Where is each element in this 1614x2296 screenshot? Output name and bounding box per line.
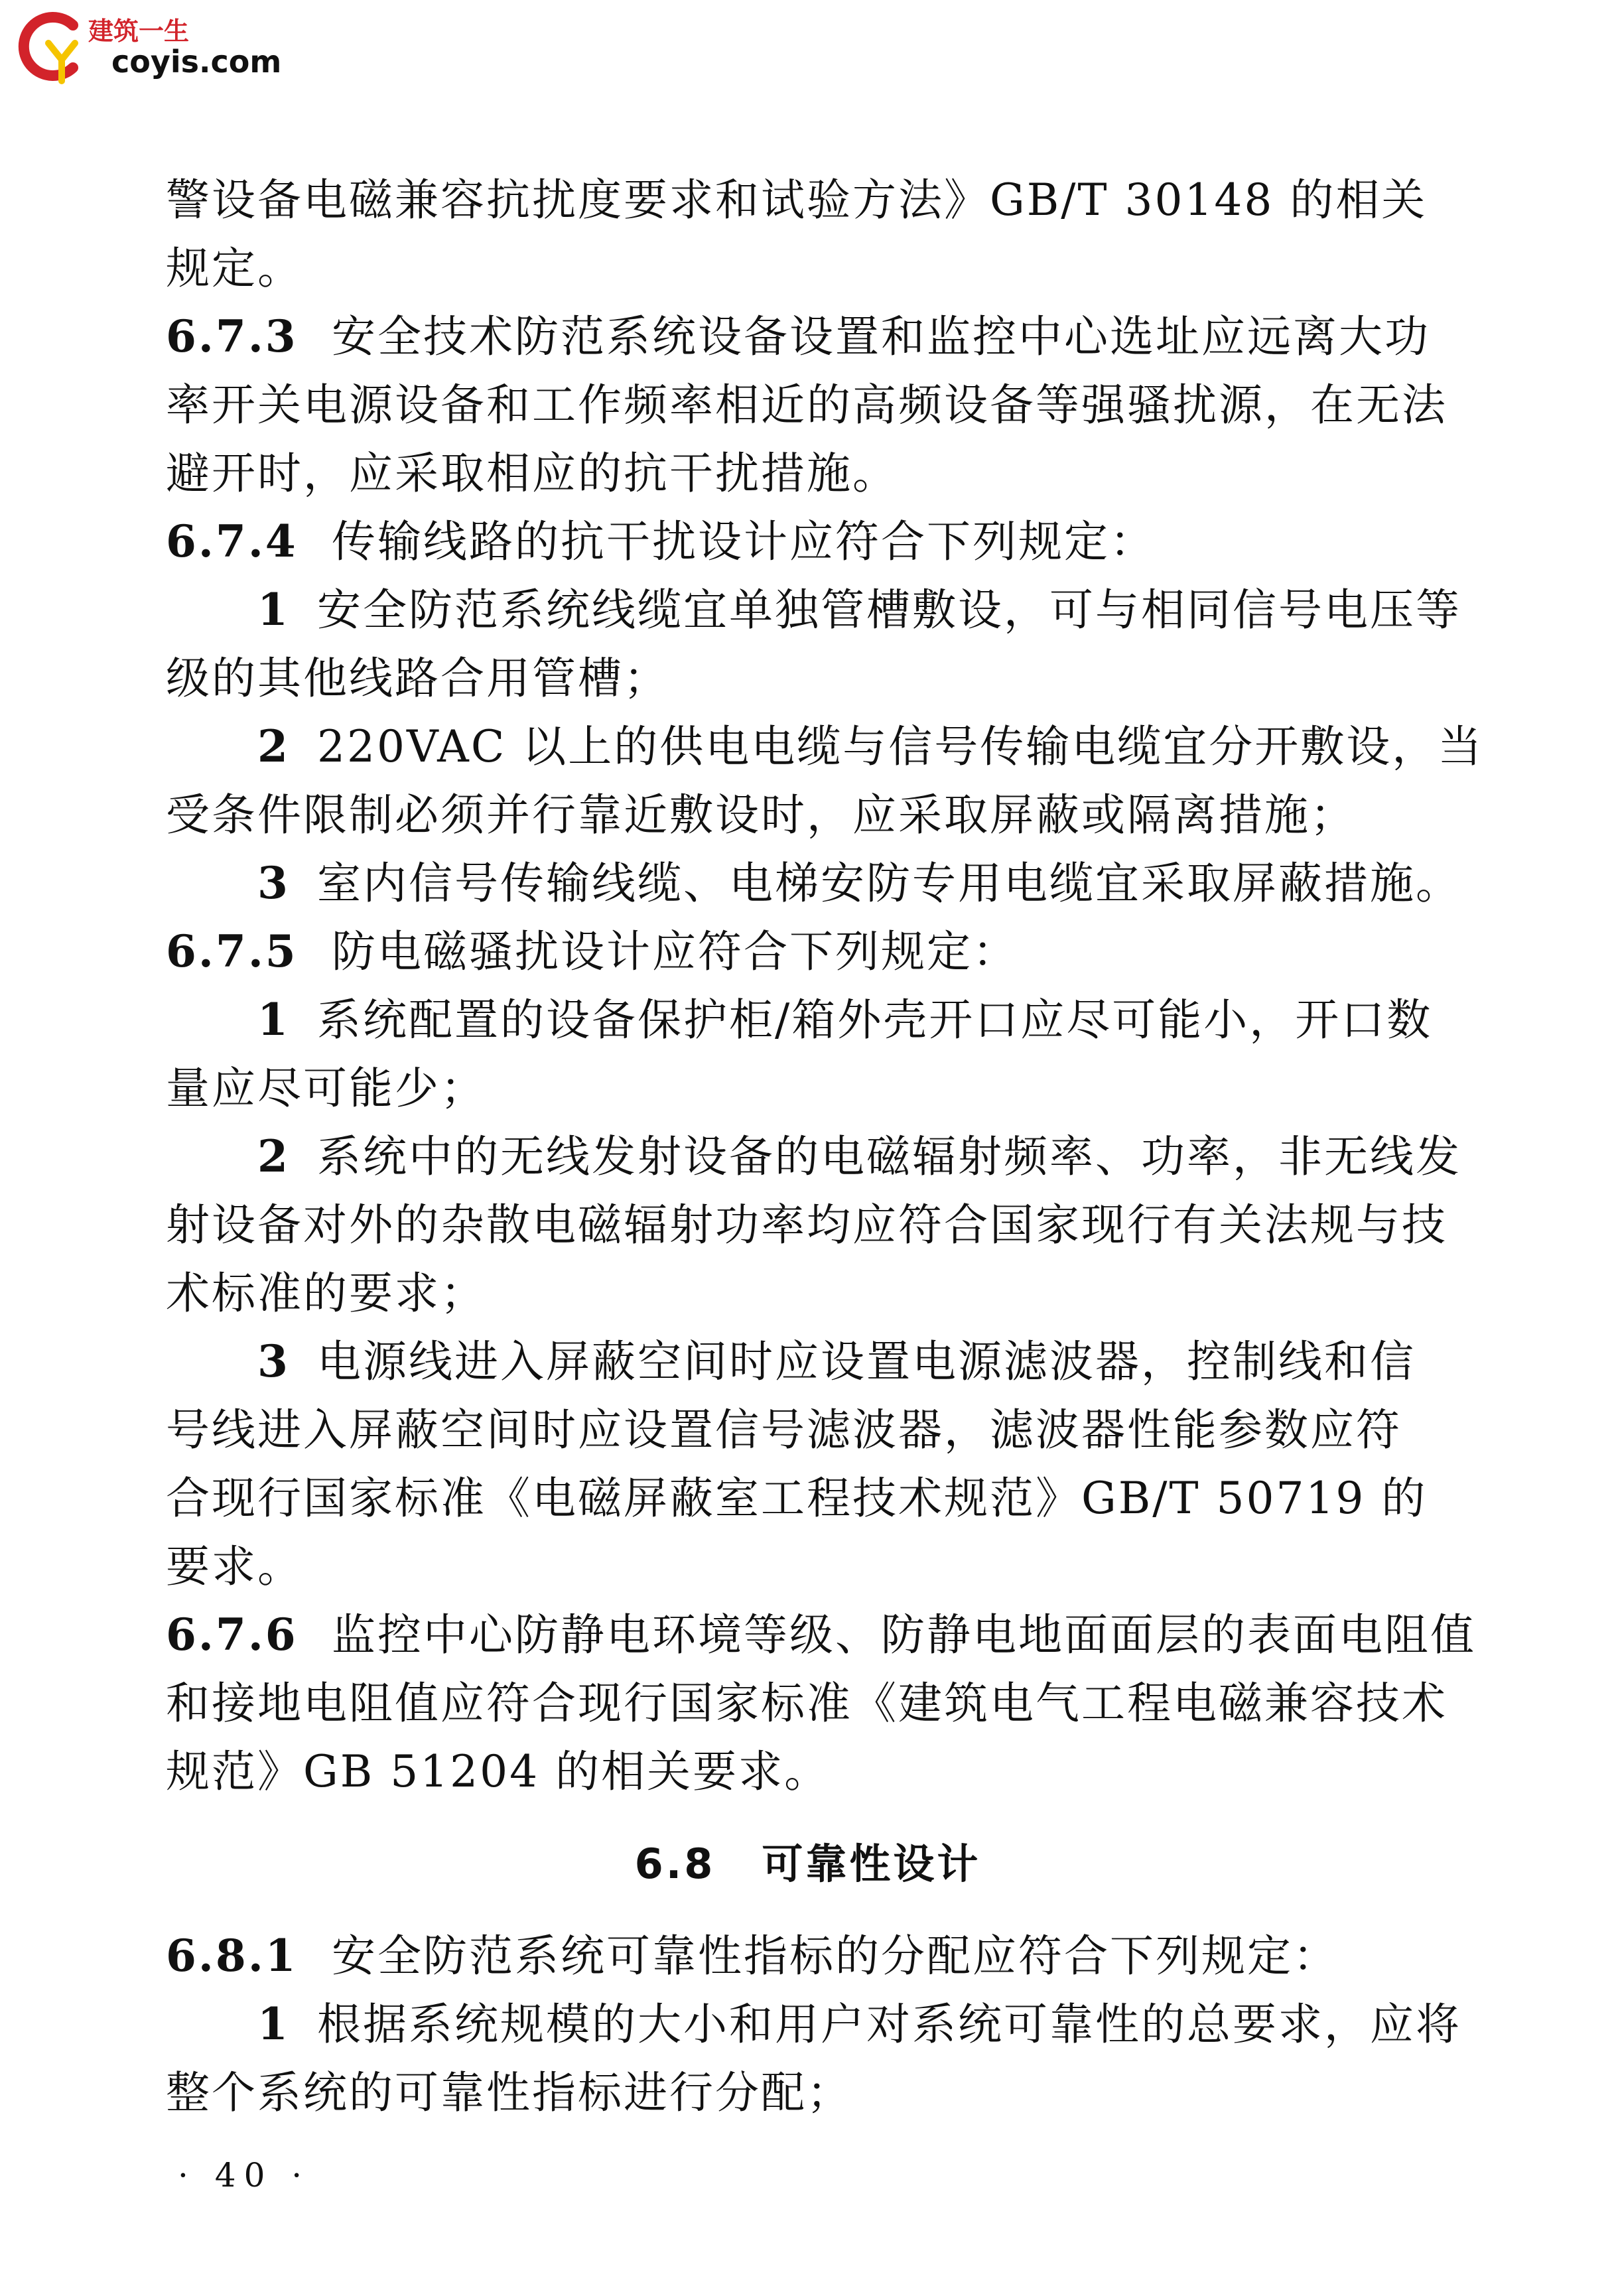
item-number: 1 [257, 994, 290, 1046]
clause-number: 6.7.3 [166, 310, 298, 362]
text-line: 警设备电磁兼容抗扰度要求和试验方法》GB/T 30148 的相关 [166, 174, 1428, 226]
list-item: 2 220VAC 以上的供电电缆与信号传输电缆宜分开敷设，当 [166, 712, 1449, 781]
text-line: 术标准的要求； [166, 1268, 486, 1319]
item-number: 2 [257, 720, 290, 772]
item-number: 3 [257, 857, 290, 909]
clause-6-7-6: 6.7.6 监控中心防静电环境等级、防静电地面面层的表面电阻值 [166, 1601, 1449, 1669]
clause-6-8-1: 6.8.1 安全防范系统可靠性指标的分配应符合下列规定： [166, 1922, 1449, 1990]
clause-6-7-4: 6.7.4 传输线路的抗干扰设计应符合下列规定： [166, 507, 1449, 576]
text-line: 号线进入屏蔽空间时应设置信号滤波器，滤波器性能参数应符 [166, 1404, 1402, 1455]
section-number: 6.8 [634, 1840, 716, 1888]
text-line: 规范》GB 51204 的相关要求。 [166, 1746, 831, 1797]
clause-6-7-3: 6.7.3 安全技术防范系统设备设置和监控中心选址应远离大功 [166, 303, 1449, 371]
text-line: 要求。 [166, 1541, 303, 1592]
text-line: 率开关电源设备和工作频率相近的高频设备等强骚扰源，在无法 [166, 379, 1447, 431]
list-item: 1 安全防范系统线缆宜单独管槽敷设，可与相同信号电压等 [166, 576, 1449, 644]
clause-6-7-5: 6.7.5 防电磁骚扰设计应符合下列规定： [166, 917, 1449, 986]
list-item: 2 系统中的无线发射设备的电磁辐射频率、功率，非无线发 [166, 1122, 1449, 1191]
item-number: 3 [257, 1335, 290, 1387]
clause-number: 6.8.1 [166, 1930, 298, 1982]
list-item: 3 室内信号传输线缆、电梯安防专用电缆宜采取屏蔽措施。 [166, 849, 1449, 917]
list-item: 1 根据系统规模的大小和用户对系统可靠性的总要求，应将 [166, 1990, 1449, 2059]
logo-domain-text: coyis.com [111, 44, 282, 80]
item-number: 2 [257, 1130, 290, 1182]
section-title: 可靠性设计 [762, 1840, 981, 1888]
text-line: 受条件限制必须并行靠近敷设时，应采取屏蔽或隔离措施； [166, 789, 1356, 841]
coyis-logo-icon [12, 7, 92, 86]
text-line: 级的其他线路合用管槽； [166, 653, 669, 704]
text-line: 规定。 [166, 243, 303, 294]
logo-chinese-text: 建筑一生 [88, 17, 190, 46]
text-line: 和接地电阻值应符合现行国家标准《建筑电气工程电磁兼容技术 [166, 1678, 1447, 1729]
clause-number: 6.7.6 [166, 1609, 298, 1660]
list-item: 3 电源线进入屏蔽空间时应设置电源滤波器，控制线和信 [166, 1327, 1449, 1396]
text-line: 避开时，应采取相应的抗干扰措施。 [166, 448, 898, 499]
page-number: · 40 · [178, 2156, 310, 2195]
text-line: 量应尽可能少； [166, 1063, 486, 1114]
text-line: 射设备对外的杂散电磁辐射功率均应符合国家现行有关法规与技 [166, 1199, 1447, 1250]
list-item: 1 系统配置的设备保护柜/箱外壳开口应尽可能小，开口数 [166, 986, 1449, 1054]
clause-number: 6.7.4 [166, 515, 298, 567]
document-body [166, 166, 1484, 2127]
text-line: 合现行国家标准《电磁屏蔽室工程技术规范》GB/T 50719 的 [166, 1473, 1428, 1524]
site-logo [12, 7, 291, 86]
section-heading [166, 1830, 1449, 1898]
text-line: 整个系统的可靠性指标进行分配； [166, 2067, 852, 2118]
clause-number: 6.7.5 [166, 925, 298, 977]
item-number: 1 [257, 584, 290, 636]
item-number: 1 [257, 1998, 290, 2050]
